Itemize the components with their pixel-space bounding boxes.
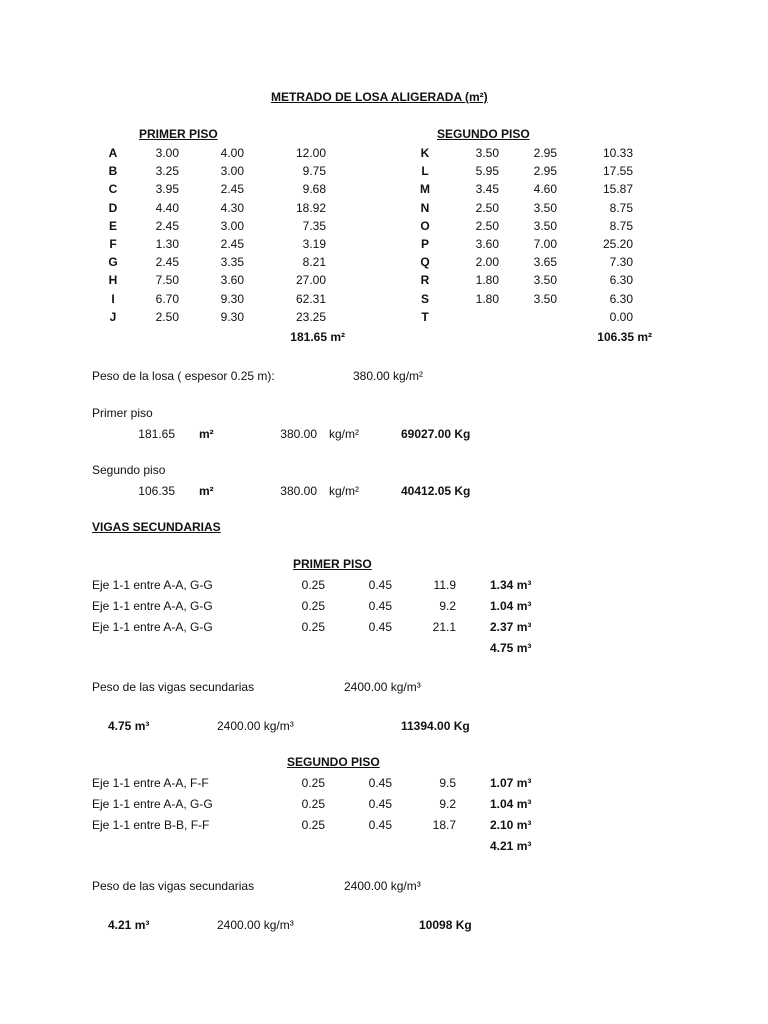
losa-row-label: E bbox=[108, 218, 117, 233]
viga-row-height: 0.45 bbox=[368, 620, 392, 634]
losa-row-width: 2.95 bbox=[533, 164, 557, 179]
losa-row-width: 7.00 bbox=[533, 237, 557, 251]
losa-row-width: 3.50 bbox=[533, 273, 557, 288]
losa-row-length: 3.45 bbox=[475, 182, 499, 197]
viga-row-description: Eje 1-1 entre A-A, G-G bbox=[92, 620, 213, 634]
peso-vigas-value-2: 2400.00 kg/m³ bbox=[344, 879, 421, 893]
losa-row-width: 3.60 bbox=[220, 273, 244, 288]
viga-row-description: Eje 1-1 entre A-A, G-G bbox=[92, 797, 213, 811]
losa-segundo-total: 106.35 m² bbox=[597, 330, 652, 344]
viga-row-height: 0.45 bbox=[368, 818, 392, 832]
document-title: METRADO DE LOSA ALIGERADA (m²) bbox=[271, 90, 488, 104]
heading-segundo-piso: SEGUNDO PISO bbox=[437, 127, 530, 141]
losa-row-length: 2.50 bbox=[475, 218, 499, 233]
losa-row-label: L bbox=[421, 164, 429, 179]
viga-row-length: 9.2 bbox=[439, 797, 456, 811]
vigas-primer-total: 4.75 m³ bbox=[490, 641, 532, 655]
losa-row-area: 23.25 bbox=[295, 309, 326, 324]
losa-row-width: 3.00 bbox=[220, 164, 244, 179]
segundo-peso: 380.00 bbox=[280, 484, 317, 498]
peso-vigas-value-1: 2400.00 kg/m³ bbox=[344, 680, 421, 694]
losa-row-width: 3.00 bbox=[220, 218, 244, 233]
viga-row-height: 0.45 bbox=[368, 578, 392, 592]
viga-row-length: 18.7 bbox=[432, 818, 456, 832]
losa-row-length: 6.70 bbox=[155, 291, 179, 306]
viga-row-volume: 1.07 m³ bbox=[490, 776, 532, 790]
losa-row-width: 3.50 bbox=[533, 200, 557, 215]
losa-row-area: 62.31 bbox=[295, 291, 326, 306]
losa-row-width: 9.30 bbox=[220, 309, 244, 324]
losa-row-length: 3.25 bbox=[155, 164, 179, 179]
losa-row-width: 4.00 bbox=[220, 146, 244, 160]
primer-piso-label: Primer piso bbox=[92, 406, 153, 420]
losa-row-label: M bbox=[420, 182, 430, 197]
viga-row-description: Eje 1-1 entre B-B, F-F bbox=[92, 818, 210, 832]
losa-row-area: 10.33 bbox=[602, 146, 633, 160]
losa-row-label: H bbox=[108, 273, 118, 288]
vigas-segundo-result: 10098 Kg bbox=[419, 918, 472, 932]
vigas-primer-peso: 2400.00 kg/m³ bbox=[217, 719, 294, 733]
viga-row-description: Eje 1-1 entre A-A, F-F bbox=[92, 776, 209, 790]
vigas-heading: VIGAS SECUNDARIAS bbox=[92, 520, 221, 534]
losa-row-length: 2.50 bbox=[475, 200, 499, 215]
losa-row-length: 7.50 bbox=[155, 273, 179, 288]
vigas-segundo-peso: 2400.00 kg/m³ bbox=[217, 918, 294, 932]
losa-row-length: 4.40 bbox=[155, 200, 179, 215]
viga-row-description: Eje 1-1 entre A-A, G-G bbox=[92, 599, 213, 613]
losa-primer-total: 181.65 m² bbox=[290, 330, 345, 344]
viga-row-width: 0.25 bbox=[301, 797, 325, 811]
segundo-area-unit: m² bbox=[199, 484, 214, 498]
segundo-peso-unit: kg/m² bbox=[329, 484, 359, 498]
viga-row-width: 0.25 bbox=[301, 599, 325, 613]
losa-row-label: B bbox=[108, 164, 118, 179]
losa-row-length: 2.00 bbox=[475, 255, 499, 270]
losa-row-width: 9.30 bbox=[220, 291, 244, 306]
losa-row-label: C bbox=[108, 182, 118, 197]
losa-row-area: 9.75 bbox=[302, 164, 326, 179]
losa-row-label: O bbox=[420, 218, 430, 233]
vigas-segundo-heading: SEGUNDO PISO bbox=[287, 755, 380, 769]
losa-row-width: 4.60 bbox=[533, 182, 557, 197]
losa-row-length: 1.80 bbox=[475, 273, 499, 288]
losa-row-width: 2.45 bbox=[220, 182, 244, 197]
vigas-segundo-total: 4.21 m³ bbox=[490, 839, 532, 853]
vigas-primer-heading: PRIMER PISO bbox=[293, 557, 372, 571]
losa-row-area: 27.00 bbox=[295, 273, 326, 288]
losa-row-label: R bbox=[420, 273, 430, 288]
viga-row-volume: 1.04 m³ bbox=[490, 797, 532, 811]
losa-row-area: 25.20 bbox=[602, 237, 633, 251]
losa-row-label: G bbox=[108, 255, 118, 270]
losa-row-width: 3.50 bbox=[533, 291, 557, 306]
losa-row-label: K bbox=[420, 146, 430, 160]
losa-row-label: P bbox=[420, 237, 429, 251]
losa-row-length: 3.95 bbox=[155, 182, 179, 197]
losa-row-length: 3.00 bbox=[155, 146, 179, 160]
viga-row-length: 21.1 bbox=[432, 620, 456, 634]
losa-row-length: 3.50 bbox=[475, 146, 499, 160]
vigas-primer-vol: 4.75 m³ bbox=[108, 719, 150, 733]
primer-area-unit: m² bbox=[199, 427, 214, 441]
viga-row-volume: 1.04 m³ bbox=[490, 599, 532, 613]
losa-row-width: 3.35 bbox=[220, 255, 244, 270]
losa-row-area: 12.00 bbox=[295, 146, 326, 160]
losa-row-label: S bbox=[420, 291, 429, 306]
vigas-primer-result: 11394.00 Kg bbox=[401, 719, 470, 733]
viga-row-width: 0.25 bbox=[301, 620, 325, 634]
losa-row-area: 8.21 bbox=[302, 255, 326, 270]
segundo-total: 40412.05 Kg bbox=[401, 484, 471, 498]
losa-row-area: 9.68 bbox=[302, 182, 326, 197]
viga-row-description: Eje 1-1 entre A-A, G-G bbox=[92, 578, 213, 592]
losa-row-length: 2.45 bbox=[155, 218, 179, 233]
losa-row-label: J bbox=[109, 309, 117, 324]
losa-row-area: 18.92 bbox=[295, 200, 326, 215]
losa-row-label: I bbox=[111, 291, 115, 306]
heading-primer-piso: PRIMER PISO bbox=[139, 127, 218, 141]
losa-row-area: 0.00 bbox=[609, 309, 633, 324]
viga-row-width: 0.25 bbox=[301, 776, 325, 790]
losa-row-length: 2.50 bbox=[155, 309, 179, 324]
peso-vigas-label-2: Peso de las vigas secundarias bbox=[92, 879, 255, 893]
losa-row-area: 17.55 bbox=[602, 164, 633, 179]
losa-row-width: 3.50 bbox=[533, 218, 557, 233]
losa-row-length: 5.95 bbox=[475, 164, 499, 179]
viga-row-volume: 2.10 m³ bbox=[490, 818, 532, 832]
losa-row-area: 7.35 bbox=[302, 218, 326, 233]
losa-row-label: Q bbox=[420, 255, 430, 270]
primer-total: 69027.00 Kg bbox=[401, 427, 471, 441]
losa-row-width: 4.30 bbox=[220, 200, 244, 215]
losa-row-area: 6.30 bbox=[609, 273, 633, 288]
losa-row-width: 3.65 bbox=[533, 255, 557, 270]
losa-row-label: D bbox=[108, 200, 118, 215]
primer-peso: 380.00 bbox=[280, 427, 317, 441]
peso-losa-label: Peso de la losa ( espesor 0.25 m): bbox=[92, 369, 275, 383]
primer-peso-unit: kg/m² bbox=[329, 427, 359, 441]
viga-row-height: 0.45 bbox=[368, 797, 392, 811]
viga-row-height: 0.45 bbox=[368, 776, 392, 790]
viga-row-width: 0.25 bbox=[301, 818, 325, 832]
vigas-segundo-vol: 4.21 m³ bbox=[108, 918, 150, 932]
losa-row-area: 3.19 bbox=[302, 237, 326, 251]
losa-row-area: 6.30 bbox=[609, 291, 633, 306]
losa-row-label: F bbox=[109, 237, 117, 251]
primer-area: 181.65 bbox=[138, 427, 175, 441]
losa-row-area: 8.75 bbox=[609, 218, 633, 233]
losa-row-width: 2.95 bbox=[533, 146, 557, 160]
viga-row-volume: 2.37 m³ bbox=[490, 620, 532, 634]
viga-row-height: 0.45 bbox=[368, 599, 392, 613]
losa-row-label: T bbox=[421, 309, 429, 324]
viga-row-volume: 1.34 m³ bbox=[490, 578, 532, 592]
viga-row-width: 0.25 bbox=[301, 578, 325, 592]
losa-row-width: 2.45 bbox=[220, 237, 244, 251]
losa-row-length: 1.30 bbox=[155, 237, 179, 251]
peso-losa-value: 380.00 kg/m² bbox=[353, 369, 424, 383]
losa-row-area: 15.87 bbox=[602, 182, 633, 197]
losa-row-area: 7.30 bbox=[609, 255, 633, 270]
losa-row-label: N bbox=[420, 200, 430, 215]
viga-row-length: 9.2 bbox=[439, 599, 456, 613]
losa-row-length: 3.60 bbox=[475, 237, 499, 251]
losa-row-label: A bbox=[108, 146, 118, 160]
peso-vigas-label-1: Peso de las vigas secundarias bbox=[92, 680, 255, 694]
viga-row-length: 9.5 bbox=[439, 776, 456, 790]
segundo-piso-label: Segundo piso bbox=[92, 463, 166, 477]
losa-row-length: 2.45 bbox=[155, 255, 179, 270]
losa-row-length: 1.80 bbox=[475, 291, 499, 306]
losa-row-area: 8.75 bbox=[609, 200, 633, 215]
viga-row-length: 11.9 bbox=[433, 578, 456, 592]
segundo-area: 106.35 bbox=[138, 484, 175, 498]
